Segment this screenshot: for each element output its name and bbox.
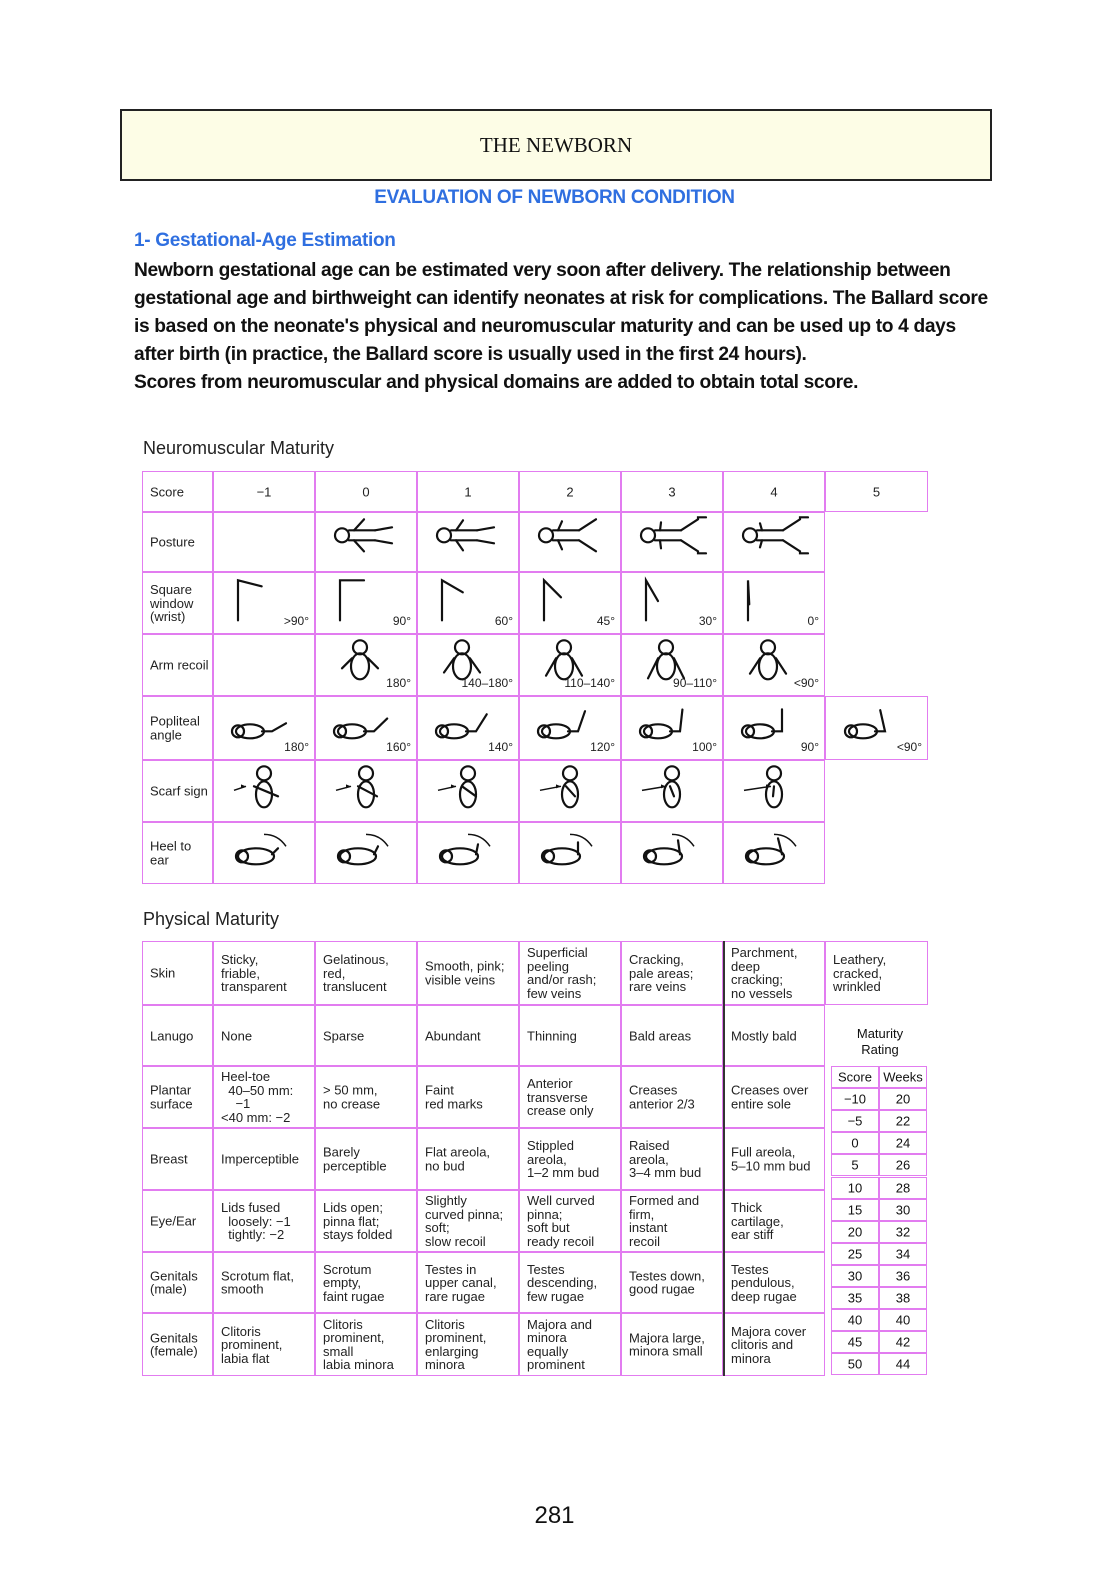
criteria-cell [621,1005,723,1066]
criteria-text: Scrotum flat, smooth [221,1268,294,1297]
criteria-cell [723,1128,825,1190]
weeks-value: 24 [895,1135,911,1151]
score-cell [831,1199,879,1221]
criteria-text: Testes pendulous, deep rugae [731,1261,797,1304]
physical-caption: Physical Maturity [143,909,280,929]
figure-cell [417,760,519,822]
criteria-cell [315,1066,417,1128]
figure-cell [621,760,723,822]
weeks-cell [879,1132,927,1154]
weeks-value: 26 [895,1157,911,1173]
score-label: Score [150,483,184,499]
row-label-cell [142,512,213,572]
figure-cell [315,760,417,822]
criteria-text: Testes in upper canal, rare rugae [425,1261,497,1304]
figure-cell [213,760,315,822]
angle-label: 60° [494,613,513,628]
weeks-value: 34 [895,1246,911,1262]
criteria-cell [723,1252,825,1313]
angle-label: >90° [283,613,309,628]
score-value: 2 [566,483,574,499]
criteria-cell [519,1190,621,1252]
criteria-text: Flat areola, no bud [425,1144,491,1173]
square-window-figure-icon [738,576,810,625]
figure-cell [417,822,519,884]
row-label-cell [142,760,213,822]
angle-label: 30° [698,613,717,628]
score-cell [831,1353,879,1375]
criteria-cell [723,1190,825,1252]
row-label-cell [142,1252,213,1313]
row-label-cell [142,1313,213,1376]
criteria-text: Creases anterior 2/3 [629,1082,695,1111]
criteria-text: Slightly curved pinna; soft; slow recoil [425,1193,504,1249]
chapter-title: THE NEWBORN [479,133,633,157]
criteria-cell [213,1005,315,1066]
criteria-cell [315,1128,417,1190]
score-cell [831,1221,879,1243]
criteria-text: Scrotum empty, faint rugae [323,1261,385,1304]
posture-figure-icon [432,515,504,564]
maturity-header-label: Score [838,1069,872,1085]
figure-cell [825,696,928,760]
figure-cell [315,572,417,634]
paragraph: Newborn gestational age can be estimated very soon after delivery. The relationship between gestational age and birthweight can identify neonates at risk for complications. The Ballard score is based on the neonate's physical and neuromuscular maturity and can be used up to 4 days after birth (in practice, the Ballard score is usually used in the first 24 hours). [134,260,988,365]
criteria-text: Barely perceptible [323,1144,387,1173]
score-value: −1 [256,483,272,499]
score-column-header [621,471,723,512]
criteria-cell [621,1313,723,1376]
angle-label: 90° [392,613,411,628]
row-label: Breast [150,1151,188,1167]
criteria-text: Superficial peeling and/or rash; few veins [527,945,597,1001]
square-window-figure-icon [432,576,504,625]
figure-cell [723,822,825,884]
score-value: 15 [847,1202,863,1218]
criteria-cell [417,1313,519,1376]
angle-label: 90–110° [673,675,717,690]
score-value: 20 [847,1224,863,1240]
score-value: 0 [362,483,370,499]
angle-label: <90° [896,739,922,754]
criteria-text: Imperceptible [221,1151,300,1167]
criteria-cell [417,1066,519,1128]
angle-label: 0° [807,613,819,628]
criteria-cell [417,1252,519,1313]
heel-to-ear-figure-icon [534,826,606,875]
heel-to-ear-figure-icon [228,826,300,875]
criteria-cell [213,941,315,1005]
weeks-value: 38 [895,1290,911,1306]
weeks-value: 32 [895,1224,911,1240]
row-label-cell [142,1190,213,1252]
criteria-cell [621,1066,723,1128]
score-value: 45 [847,1334,863,1350]
criteria-text: Clitoris prominent, labia flat [221,1323,283,1366]
score-cell [831,1243,879,1265]
criteria-text: Sticky, friable, transparent [221,951,287,994]
angle-label: 110–140° [564,675,615,690]
weeks-cell [879,1309,927,1331]
figure-cell [315,634,417,696]
angle-label: 180° [386,675,411,690]
criteria-cell [417,1005,519,1066]
score-value: 3 [668,483,676,499]
heel-to-ear-figure-icon [432,826,504,875]
criteria-cell [519,1313,621,1376]
scarf-sign-figure-icon [330,764,402,813]
criteria-cell [519,1005,621,1066]
figure-cell [519,634,621,696]
angle-label: 100° [692,739,717,754]
figure-cell [213,822,315,884]
criteria-cell [621,1128,723,1190]
criteria-cell [621,1190,723,1252]
figure-cell [723,634,825,696]
figure-cell [519,512,621,572]
criteria-cell [723,1005,825,1066]
score-value: −5 [847,1113,863,1129]
angle-label: <90° [793,675,819,690]
section-heading: 1- Gestational-Age Estimation [134,230,396,251]
row-label: Genitals (female) [150,1330,198,1359]
angle-label: 140° [488,739,513,754]
figure-cell [213,696,315,760]
neuromuscular-caption: Neuromuscular Maturity [143,438,335,458]
chapter-header-box [120,109,992,181]
body-text [134,257,994,397]
weeks-value: 40 [895,1312,911,1328]
criteria-cell [621,941,723,1005]
criteria-text: Faint red marks [425,1082,483,1111]
score-value: 0 [851,1135,859,1151]
figure-cell [723,512,825,572]
weeks-value: 36 [895,1268,911,1284]
figure-cell [519,822,621,884]
criteria-text: Gelatinous, red, translucent [323,951,389,994]
row-label: Square window (wrist) [150,581,194,624]
score-cell [831,1154,879,1176]
criteria-text: Mostly bald [731,1027,797,1043]
criteria-text: Anterior transverse crease only [527,1075,594,1118]
score-column-header [417,471,519,512]
criteria-text: Abundant [425,1027,481,1043]
scarf-sign-figure-icon [534,764,606,813]
score-value: 50 [847,1356,863,1372]
scarf-sign-figure-icon [432,764,504,813]
score-header-label [142,471,213,512]
criteria-cell [723,1066,825,1128]
figure-cell [519,572,621,634]
score-value: 30 [847,1268,863,1284]
score-cell [831,1309,879,1331]
weeks-value: 42 [895,1334,911,1350]
figure-cell [621,512,723,572]
score-column-header [825,471,928,512]
scarf-sign-figure-icon [636,764,708,813]
score-column-header [315,471,417,512]
figure-cell [417,512,519,572]
criteria-cell [315,1313,417,1376]
criteria-text: Clitoris prominent, small labia minora [323,1316,394,1372]
criteria-text: Parchment, deep cracking; no vessels [731,945,798,1001]
criteria-text: Stippled areola, 1–2 mm bud [527,1137,600,1180]
score-cell [831,1132,879,1154]
criteria-text: Majora cover clitoris and minora [731,1323,807,1366]
row-label: Heel to ear [150,838,192,867]
criteria-text: Testes descending, few rugae [527,1261,598,1304]
criteria-cell [213,1313,315,1376]
row-label-cell [142,941,213,1005]
score-value: −10 [843,1091,867,1107]
criteria-text: > 50 mm, no crease [323,1082,381,1111]
score-cell [831,1331,879,1353]
angle-label: 90° [800,739,819,754]
weeks-cell [879,1154,927,1176]
row-label: Posture [150,534,195,550]
criteria-cell [519,941,621,1005]
criteria-text: Lids fused loosely: −1 tightly: −2 [221,1199,291,1242]
weeks-value: 44 [895,1356,911,1372]
figure-cell [417,634,519,696]
criteria-cell [417,1128,519,1190]
figure-cell [213,634,315,696]
score-value: 35 [847,1290,863,1306]
criteria-text: Creases over entire sole [731,1082,809,1111]
row-label-cell [142,696,213,760]
row-label-cell [142,1066,213,1128]
criteria-cell [315,1190,417,1252]
criteria-text: Raised areola, 3–4 mm bud [629,1137,702,1180]
scarf-sign-figure-icon [738,764,810,813]
figure-cell [723,572,825,634]
maturity-header [879,1066,927,1088]
criteria-cell [519,1128,621,1190]
posture-figure-icon [330,515,402,564]
figure-cell [315,512,417,572]
divider-line [723,941,725,1376]
figure-cell [519,696,621,760]
row-label: Plantar surface [150,1082,193,1111]
criteria-cell [213,1066,315,1128]
score-cell [831,1110,879,1132]
criteria-text: Heel-toe 40–50 mm: −1 <40 mm: −2 [221,1069,294,1125]
criteria-cell [417,1190,519,1252]
row-label: Genitals (male) [150,1268,198,1297]
weeks-cell [879,1243,927,1265]
score-value: 4 [770,483,778,499]
criteria-text: Formed and firm, instant recoil [629,1193,700,1249]
criteria-text: Majora large, minora small [629,1330,705,1359]
angle-label: 120° [590,739,615,754]
figure-cell [621,696,723,760]
criteria-cell [621,1252,723,1313]
score-column-header [213,471,315,512]
score-column-header [723,471,825,512]
page-number: 281 [534,1502,575,1529]
scarf-sign-figure-icon [228,764,300,813]
figure-cell [213,512,315,572]
score-column-header [519,471,621,512]
maturity-header [831,1066,879,1088]
row-label: Scarf sign [150,783,208,799]
popliteal-angle-figure-icon [738,701,810,750]
posture-figure-icon [738,515,810,564]
row-label: Skin [150,965,176,981]
criteria-text: Leathery, cracked, wrinkled [833,951,887,994]
weeks-cell [879,1221,927,1243]
figure-cell [417,572,519,634]
score-value: 1 [464,483,472,499]
figure-cell [621,634,723,696]
criteria-cell [723,941,825,1005]
criteria-text: Well curved pinna; soft but ready recoil [527,1193,595,1249]
weeks-cell [879,1177,927,1199]
score-cell [831,1287,879,1309]
criteria-cell [723,1313,825,1376]
row-label: Eye/Ear [150,1213,197,1229]
criteria-cell [825,941,928,1005]
row-label-cell [142,822,213,884]
row-label: Lanugo [150,1027,194,1043]
figure-cell [621,572,723,634]
criteria-text: Bald areas [629,1027,692,1043]
criteria-text: Thick cartilage, ear stiff [731,1199,784,1242]
angle-label: 180° [284,739,309,754]
criteria-cell [417,941,519,1005]
square-window-figure-icon [636,576,708,625]
square-window-figure-icon [534,576,606,625]
row-label-cell [142,572,213,634]
score-value: 5 [872,483,881,499]
criteria-text: Testes down, good rugae [629,1268,705,1297]
posture-figure-icon [534,515,606,564]
criteria-text: Thinning [527,1027,577,1043]
weeks-value: 20 [895,1091,911,1107]
criteria-cell [315,941,417,1005]
figure-cell [621,822,723,884]
criteria-cell [519,1066,621,1128]
figure-cell [519,760,621,822]
score-value: 5 [851,1157,859,1173]
criteria-text: None [221,1027,253,1043]
row-label-cell [142,1128,213,1190]
score-cell [831,1088,879,1110]
criteria-text: Clitoris prominent, enlarging minora [425,1316,487,1372]
criteria-text: Sparse [323,1027,365,1043]
figure-cell [315,696,417,760]
score-value: 25 [847,1246,863,1262]
score-value: 10 [847,1180,863,1196]
weeks-value: 30 [895,1202,911,1218]
posture-figure-icon [636,515,708,564]
criteria-text: Majora and minora equally prominent [527,1316,593,1372]
figure-cell [315,822,417,884]
weeks-cell [879,1199,927,1221]
score-cell [831,1265,879,1287]
heel-to-ear-figure-icon [330,826,402,875]
row-label: Arm recoil [150,657,209,673]
criteria-cell [213,1190,315,1252]
criteria-cell [315,1252,417,1313]
row-label: Popliteal angle [150,713,200,742]
score-cell [831,1177,879,1199]
square-window-figure-icon [330,576,402,625]
paragraph: Scores from neuromuscular and physical domains are added to obtain total score. [134,372,859,393]
row-label-cell [142,634,213,696]
figure-cell [723,696,825,760]
weeks-value: 22 [895,1113,911,1129]
figure-cell [213,572,315,634]
criteria-cell [519,1252,621,1313]
criteria-cell [315,1005,417,1066]
page-subtitle: EVALUATION OF NEWBORN CONDITION [374,187,735,208]
angle-label: 140–180° [461,675,513,690]
weeks-cell [879,1331,927,1353]
figure-cell [723,760,825,822]
maturity-header-label: Weeks [883,1069,923,1085]
criteria-text: Smooth, pink; visible veins [425,958,505,987]
weeks-cell [879,1265,927,1287]
maturity-rating-title: Maturity Rating [856,1026,904,1057]
heel-to-ear-figure-icon [636,826,708,875]
weeks-cell [879,1287,927,1309]
angle-label: 160° [386,739,411,754]
criteria-text: Cracking, pale areas; rare veins [629,951,694,994]
criteria-text: Lids open; pinna flat; stays folded [323,1199,393,1242]
weeks-cell [879,1088,927,1110]
criteria-cell [213,1128,315,1190]
row-label-cell [142,1005,213,1066]
weeks-value: 28 [895,1180,911,1196]
criteria-cell [213,1252,315,1313]
weeks-cell [879,1110,927,1132]
score-value: 40 [847,1312,863,1328]
criteria-text: Full areola, 5–10 mm bud [731,1144,811,1173]
angle-label: 45° [596,613,615,628]
figure-cell [417,696,519,760]
weeks-cell [879,1353,927,1375]
heel-to-ear-figure-icon [738,826,810,875]
